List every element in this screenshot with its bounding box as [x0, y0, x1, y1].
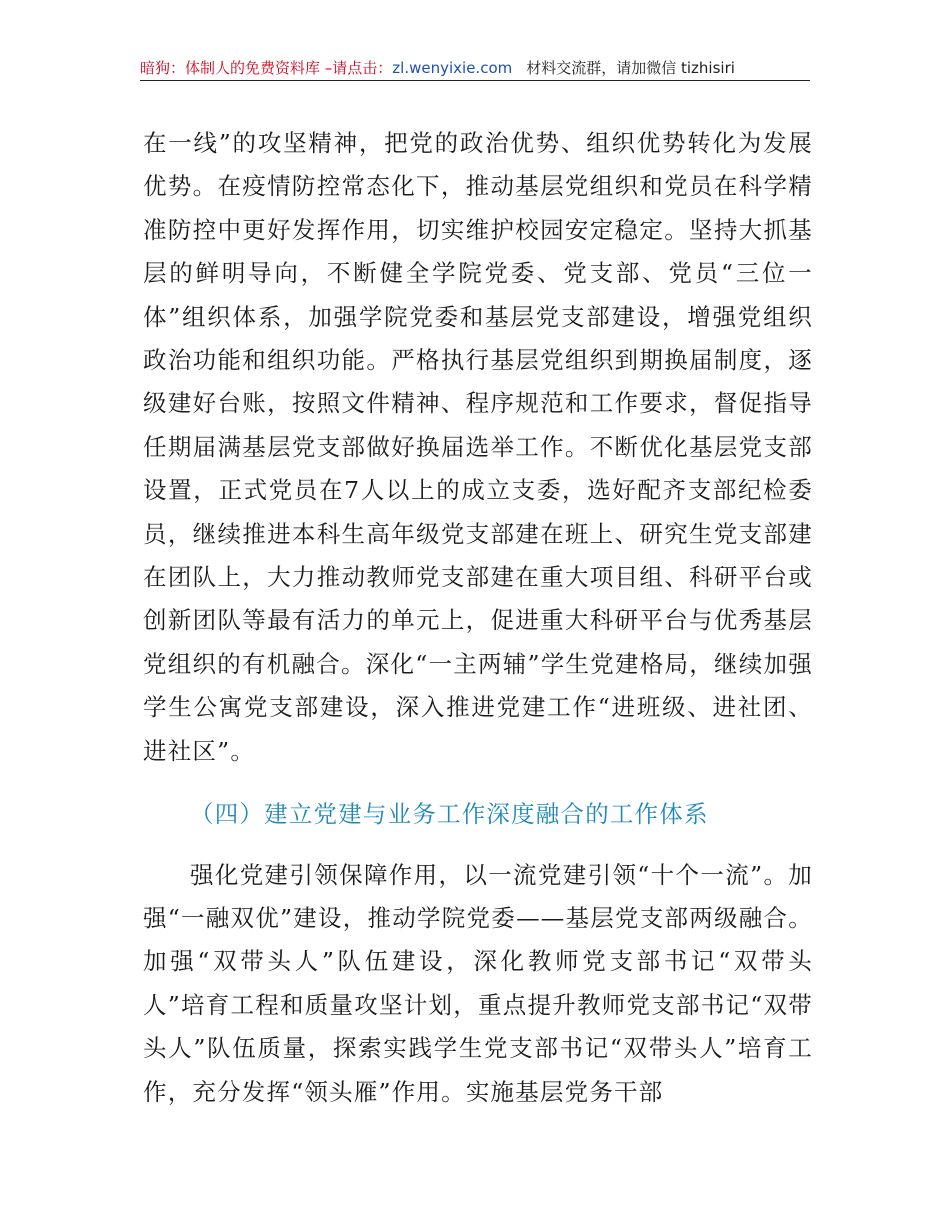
body-paragraph: 在一线”的攻坚精神，把党的政治优势、组织优势转化为发展优势。在疫情防控常态化下，推动基层党组织和党员在科学精准防控中更好发挥作用，切实维护校园安定稳定。坚持大抓基层的鲜明导向，不断健全学院党委、党支部、党员“三位一体”组织体系，加强学院党委和基层党支部建设，增强党组织政治功能和组织功能。严格执行基层党组织到期换届制度，逐级建好台账，按照文件精神、程序规范和工作要求，督促指导任期届满基层党支部做好换届选举工作。不断优化基层党支部设置，正式党员在7人以上的成立支委，选好配齐支部纪检委员，继续推进本科生高年级党支部建在班上、研究生党支部建在团队上，大力推动教师党支部建在重大项目组、科研平台或创新团队等最有活力的单元上，促进重大科研平台与优秀基层党组织的有机融合。深化“一主两辅”学生党建格局，继续加强学生公寓党支部建设，深入推进党建工作“进班级、进社团、进社区”。 [143, 129, 813, 765]
section-heading: （四）建立党建与业务工作深度融合的工作体系 [190, 800, 709, 829]
click-prompt: –请点击： [320, 59, 393, 77]
contact-text: 材料交流群，请加微信 tizhisiri [526, 59, 735, 77]
page-header [140, 58, 810, 81]
body-paragraph: 强化党建引领保障作用，以一流党建引领“十个一流”。加强“一融双优”建设，推动学院党委——基层党支部两级融合。加强“双带头人”队伍建设，深化教师党支部书记“双带头人”培育工程和质量攻坚计划，重点提升教师党支部书记“双带头人”队伍质量，探索实践学生党支部书记“双带头人”培育工作，充分发挥“领头雁”作用。实施基层党务干部 [143, 860, 813, 1106]
source-label: 暗狗：体制人的免费资料库 [140, 59, 321, 77]
site-link[interactable]: zl.wenyixie.com [392, 59, 513, 77]
document-body [143, 122, 813, 1114]
